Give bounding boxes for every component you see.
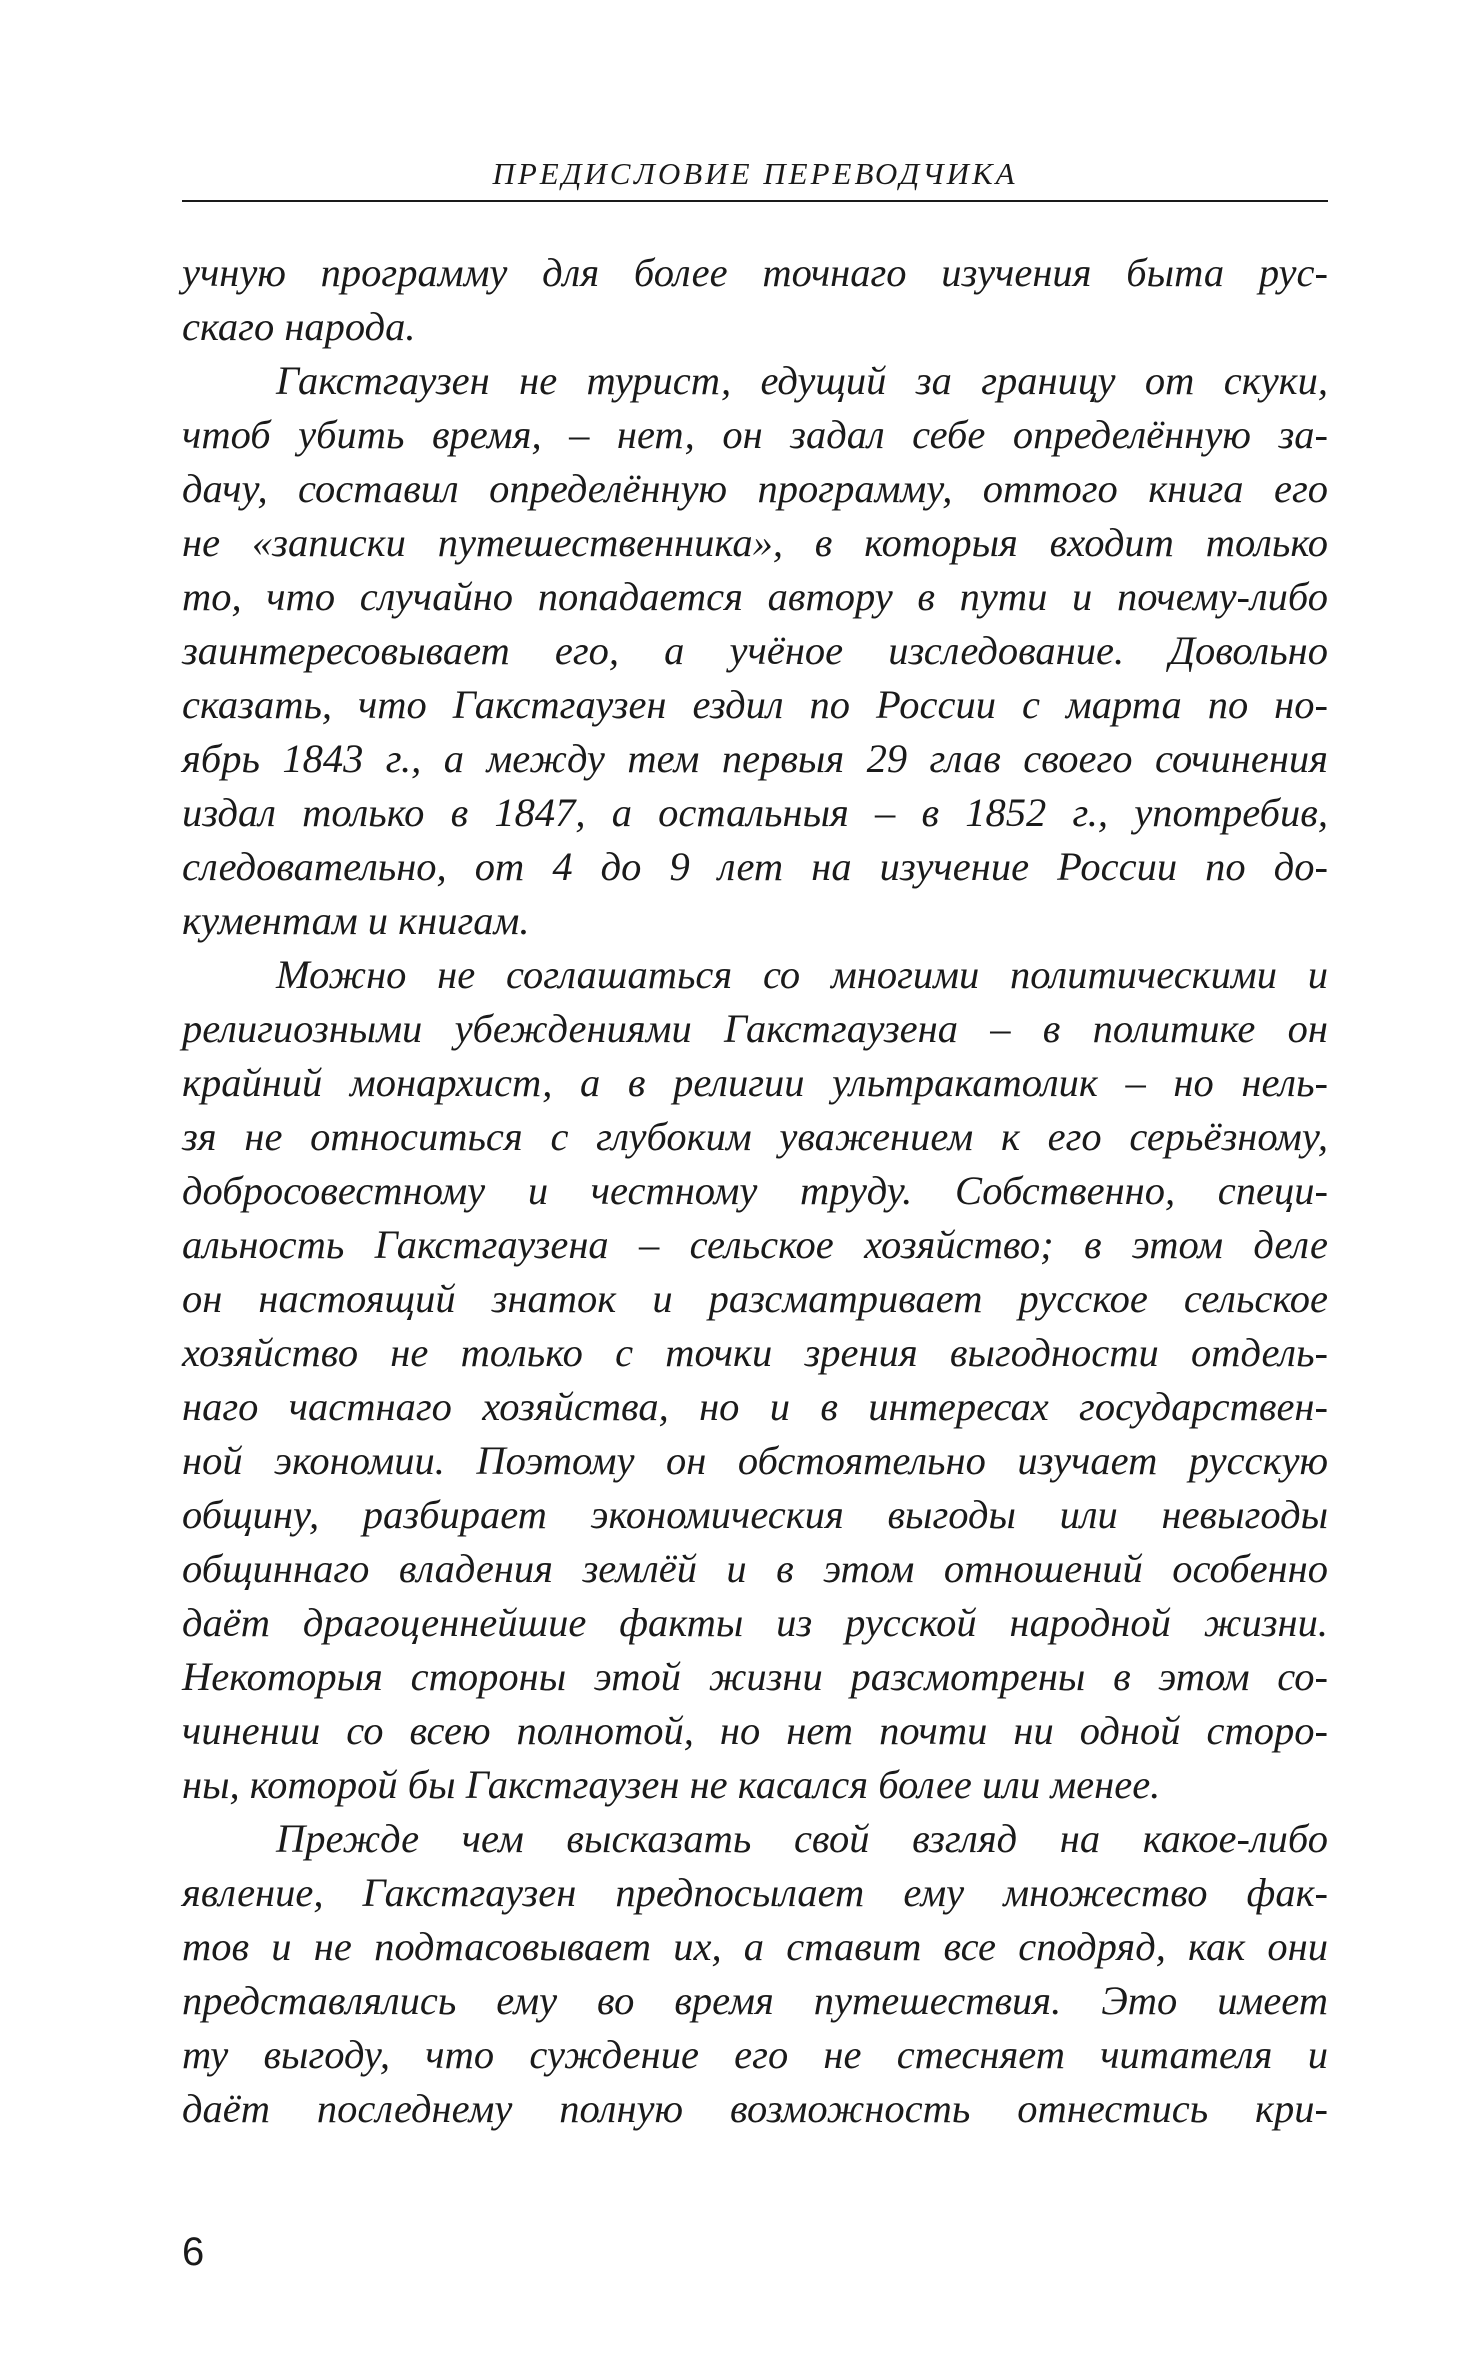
text-line: сказать, что Гакстгаузен ездил по России с марта по но- bbox=[182, 682, 1328, 727]
text-line: даёт последнему полную возможность отнестись кри- bbox=[182, 2086, 1328, 2131]
text-line: ны, которой бы Гакстгаузен не касался более или менее. bbox=[182, 1762, 1161, 1807]
text-line: он настоящий знаток и разсматривает русское сельское bbox=[182, 1276, 1328, 1321]
body-text bbox=[182, 246, 1328, 2136]
paragraph-start-line: Прежде чем высказать свой взгляд на какое-либо bbox=[276, 1816, 1328, 1861]
paragraph-start-line: Можно не соглашаться со многими политическими и bbox=[276, 952, 1328, 997]
text-line: не «записки путешественника», в которыя входит только bbox=[182, 520, 1328, 565]
text-line: учную программу для более точнаго изучения быта рус- bbox=[182, 250, 1328, 295]
running-head bbox=[182, 148, 1328, 202]
text-line: общину, разбирает экономическия выгоды или невыгоды bbox=[182, 1492, 1328, 1537]
text-line: ябрь 1843 г., а между тем первыя 29 глав своего сочинения bbox=[182, 736, 1328, 781]
text-line: Некоторыя стороны этой жизни разсмотрены в этом со- bbox=[182, 1654, 1328, 1699]
text-line: то, что случайно попадается автору в пути и почему-либо bbox=[182, 574, 1328, 619]
text-line: скаго народа. bbox=[182, 304, 416, 349]
text-line: заинтересовывает его, а учёное изследование. Довольно bbox=[182, 628, 1328, 673]
running-title: ПРЕДИСЛОВИЕ ПЕРЕВОДЧИКА bbox=[492, 156, 1018, 191]
text-line: издал только в 1847, а остальныя – в 1852 г., употребив, bbox=[182, 790, 1328, 835]
text-line: общиннаго владения землёй и в этом отношений особенно bbox=[182, 1546, 1328, 1591]
text-line: чтоб убить время, – нет, он задал себе определённую за- bbox=[182, 412, 1328, 457]
text-line: следовательно, от 4 до 9 лет на изучение России по до- bbox=[182, 844, 1328, 889]
text-line: добросовестному и честному труду. Собственно, специ- bbox=[182, 1168, 1328, 1213]
text-line: явление, Гакстгаузен предпосылает ему множество фак- bbox=[182, 1870, 1328, 1915]
text-line: представлялись ему во время путешествия. Это имеет bbox=[182, 1978, 1328, 2023]
text-line: даёт драгоценнейшие факты из русской народной жизни. bbox=[182, 1600, 1328, 1645]
text-line: зя не относиться с глубоким уважением к его серьёзному, bbox=[182, 1114, 1328, 1159]
text-line: ной экономии. Поэтому он обстоятельно изучает русскую bbox=[182, 1438, 1328, 1483]
text-line: дачу, составил определённую программу, оттого книга его bbox=[182, 466, 1328, 511]
text-line: кументам и книгам. bbox=[182, 898, 530, 943]
text-line: ту выгоду, что суждение его не стесняет читателя и bbox=[182, 2032, 1328, 2077]
paragraph-start-line: Гакстгаузен не турист, едущий за границу от скуки, bbox=[276, 358, 1328, 403]
text-line: крайний монархист, а в религии ультракатолик – но нель- bbox=[182, 1060, 1328, 1105]
text-line: тов и не подтасовывает их, а ставит все сподряд, как они bbox=[182, 1924, 1328, 1969]
text-line: наго частнаго хозяйства, но и в интересах государствен- bbox=[182, 1384, 1328, 1429]
page-number: 6 bbox=[182, 2230, 205, 2274]
text-line: религиозными убеждениями Гакстгаузена – в политике он bbox=[182, 1006, 1328, 1051]
text-line: хозяйство не только с точки зрения выгодности отдель- bbox=[182, 1330, 1328, 1375]
text-line: чинении со всею полнотой, но нет почти ни одной сторо- bbox=[182, 1708, 1328, 1753]
text-line: альность Гакстгаузена – сельское хозяйство; в этом деле bbox=[182, 1222, 1328, 1267]
